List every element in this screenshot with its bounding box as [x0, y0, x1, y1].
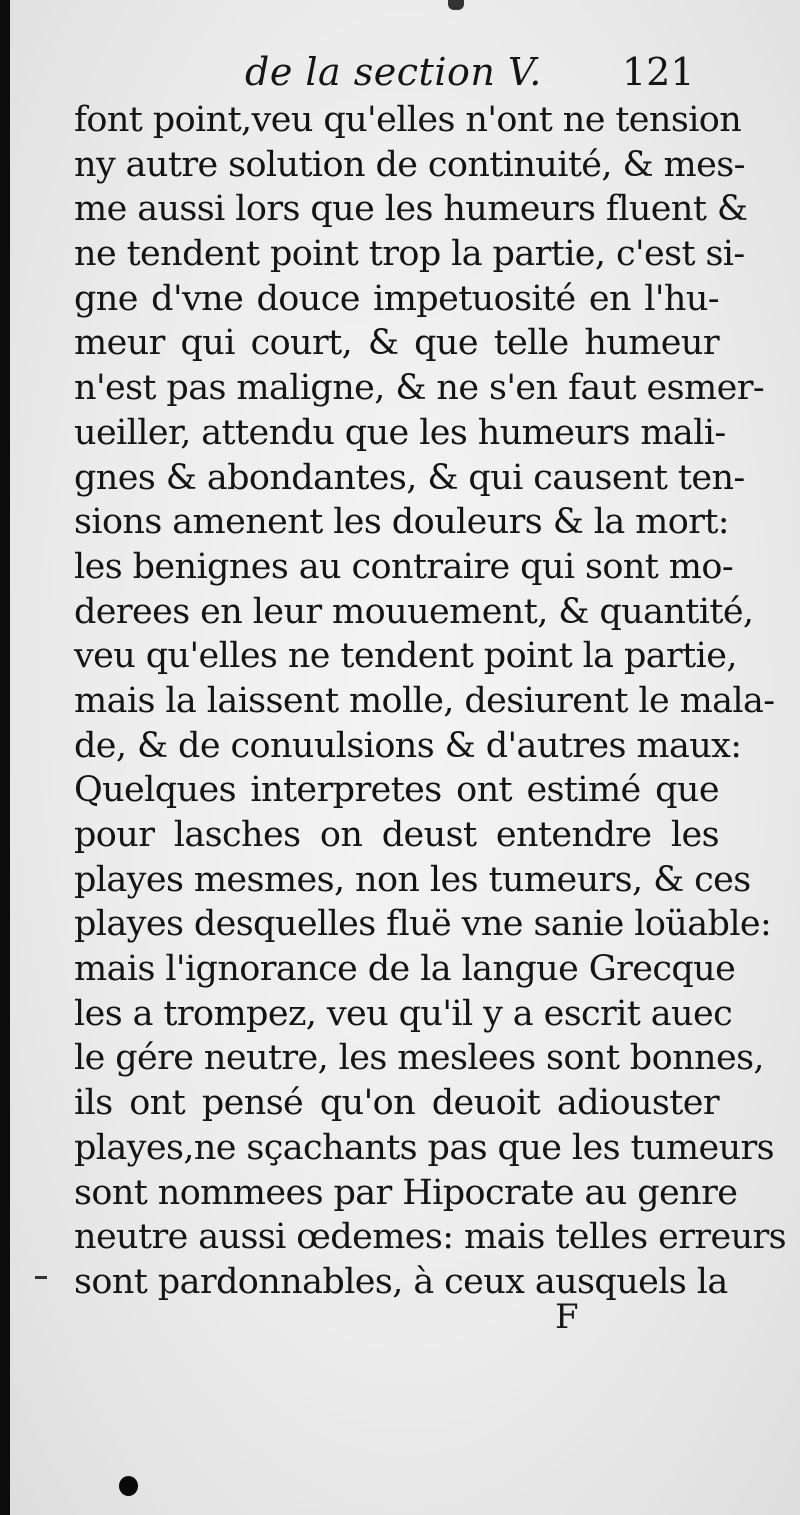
- text-line: font point,veu qu'elles n'ont ne tension: [74, 100, 742, 140]
- page-number: 121: [622, 50, 695, 94]
- text-line: me aussi lors que les humeurs fluent &: [74, 189, 748, 230]
- text-line: mais l'ignorance de la langue Grecque: [74, 949, 736, 990]
- text-line: playes desquelles fluë vne sanie loüable:: [74, 904, 772, 945]
- text-line: ueiller, attendu que les humeurs mali-: [74, 412, 726, 453]
- text-line: le gére neutre, les meslees sont bonnes,: [74, 1038, 764, 1079]
- text-line: sions amenent les douleurs & la mort:: [74, 502, 730, 543]
- text-line: neutre aussi œdemes: mais telles erreurs: [74, 1217, 787, 1258]
- page-left-edge: [0, 0, 10, 1515]
- text-line: veu qu'elles ne tendent point la partie,: [74, 636, 737, 677]
- text-line: gnes & abondantes, & qui causent ten-: [74, 457, 745, 498]
- text-line: sont nommees par Hipocrate au genre: [74, 1172, 738, 1213]
- text-line: n'est pas maligne, & ne s'en faut esmer-: [74, 368, 765, 409]
- text-line: playes,ne sçachants pas que les tumeurs: [74, 1127, 775, 1168]
- body-text: [74, 98, 787, 1305]
- text-line: derees en leur mouuement, & quantité,: [74, 591, 754, 632]
- text-line: sont pardonnables, à ceux ausquels la: [74, 1261, 728, 1302]
- text-line: mais la laissent molle, desiurent le mala-: [74, 680, 775, 721]
- text-line: ne tendent point trop la partie, c'est si-: [74, 234, 745, 275]
- margin-mark: [35, 1276, 47, 1279]
- text-line: meur qui court, & que telle humeur: [74, 323, 719, 364]
- running-head: [10, 50, 800, 98]
- text-line: les benignes au contraire qui sont mo-: [74, 546, 734, 587]
- text-line: de, & de conuulsions & d'autres maux:: [74, 725, 742, 766]
- text-line: les a trompez, veu qu'il y a escrit auec: [74, 993, 733, 1034]
- signature-mark: F: [555, 1297, 579, 1337]
- text-line: playes mesmes, non les tumeurs, & ces: [74, 859, 751, 900]
- text-line: pour lasches on deust entendre les: [74, 815, 719, 855]
- ink-dot: [119, 1476, 138, 1496]
- text-line: ils ont pensé qu'on deuoit adiouster: [74, 1083, 719, 1124]
- text-line: ny autre solution de continuité, & mes-: [74, 144, 745, 185]
- running-title: de la section V.: [245, 50, 542, 94]
- text-line: gne d'vne douce impetuosité en l'hu-: [74, 278, 719, 319]
- book-page: [10, 0, 800, 1515]
- top-ink-mark: [448, 0, 464, 10]
- text-line: Quelques interpretes ont estimé que: [74, 770, 719, 811]
